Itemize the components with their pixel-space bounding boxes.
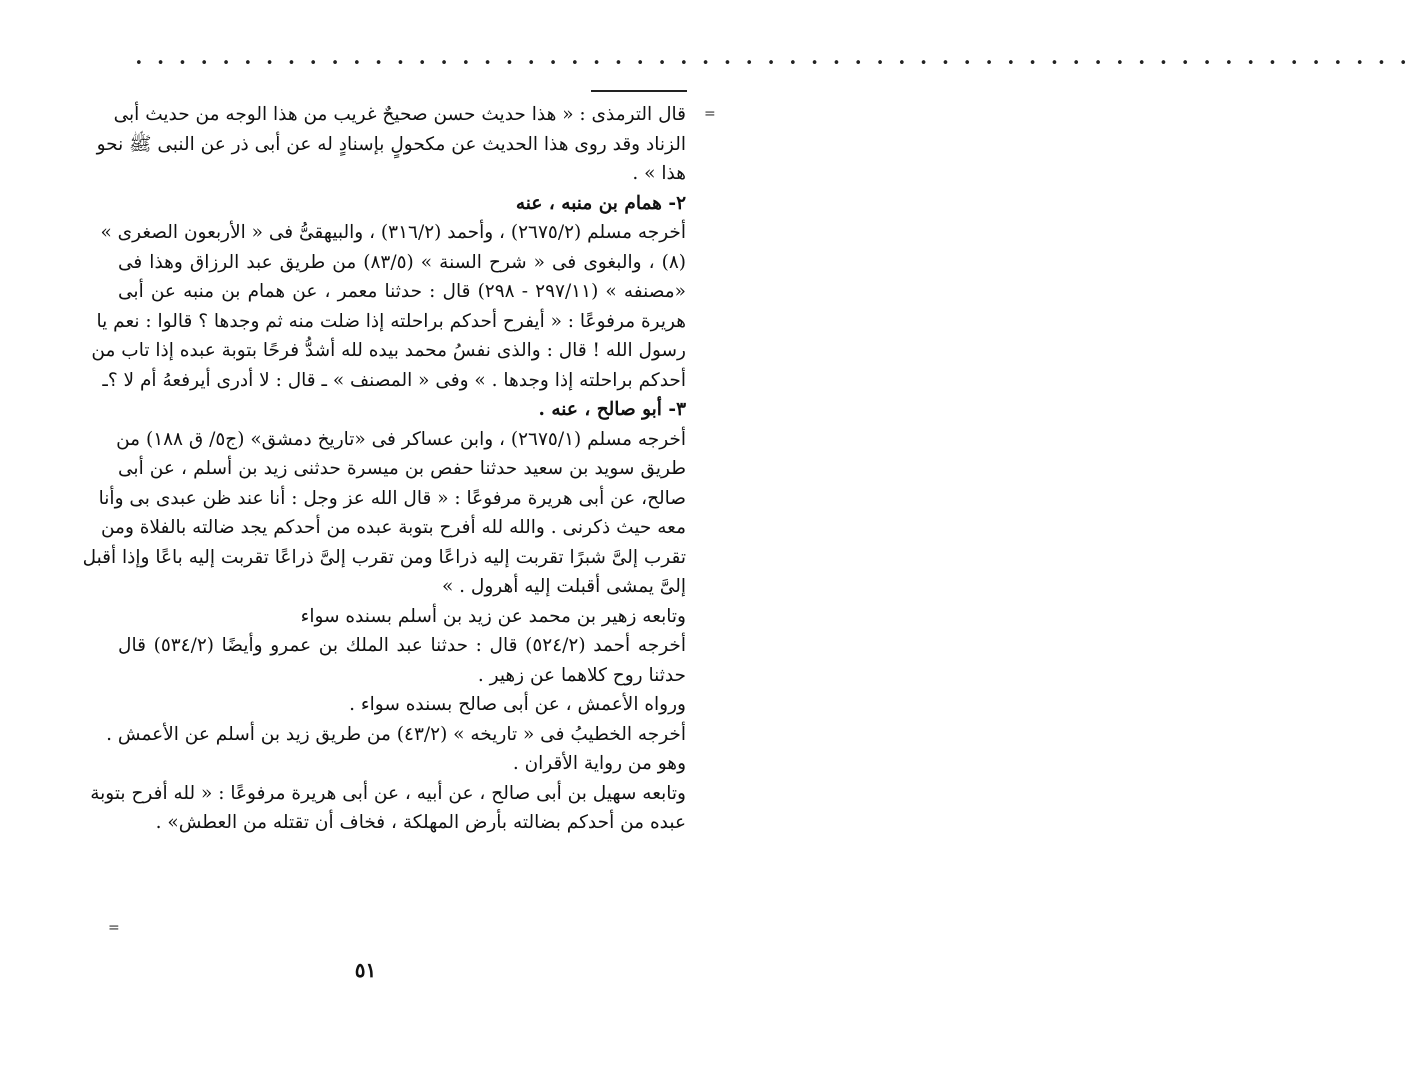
top-rule bbox=[591, 90, 687, 92]
text-line: أخرجه الخطيبُ فى « تاريخه » (٤٣/٢) من طريق زيد بن أسلم عن الأعمش . bbox=[106, 723, 686, 745]
text-line: أحدكم براحلته إذا وجدها . » وفى « المصنف » ـ قال : لا أدرى أيرفعهُ أم لا ؟ـ bbox=[102, 369, 686, 391]
text-line: قال الترمذى : « هذا حديث حسن صحيحٌ غريب من هذا الوجه من حديث أبى bbox=[113, 104, 686, 125]
text-line: «مصنفه » (٢٩٧/١١ - ٢٩٨) قال : حدثنا معمر ، عن همام بن منبه عن أبى bbox=[118, 281, 686, 302]
text-line: هذا » . bbox=[632, 163, 686, 184]
text-line: إلىَّ يمشى أقبلت إليه أهرول . » bbox=[441, 576, 686, 597]
text-line: ٣- أبو صالح ، عنه . bbox=[538, 399, 686, 420]
text-line: ورواه الأعمش ، عن أبى صالح بسنده سواء . bbox=[349, 694, 686, 715]
text-line: الزناد وقد روى هذا الحديث عن مكحولٍ بإسنادٍ له عن أبى ذر عن النبى ﷺ نحو bbox=[96, 133, 686, 155]
text-line: طريق سويد بن سعيد حدثنا حفص بن ميسرة حدثنى زيد بن أسلم ، عن أبى bbox=[118, 458, 686, 479]
margin-mark-bottom: = bbox=[108, 920, 120, 936]
text-line: عبده من أحدكم بضالته بأرض المهلكة ، فخاف أن تقتله من العطش» . bbox=[155, 812, 686, 833]
text-line: وتابعه زهير بن محمد عن زيد بن أسلم بسنده سواء bbox=[300, 605, 686, 627]
margin-mark-top: = bbox=[704, 106, 716, 122]
text-line: معه حيث ذكرنى . والله لله أفرح بتوبة عبده من أحدكم يجد ضالته بالفلاة ومن bbox=[100, 517, 686, 538]
header-dot-rule: • • • • • • • • • • • • • • • • • • • • • • • • • • • • • • • • • • • • • • • • • • • • • • • • • • • • • • • • • • • bbox=[135, 56, 1412, 71]
page-number: ٥١ bbox=[354, 958, 377, 982]
text-line: (٨) ، والبغوى فى « شرح السنة » (٨٣/٥) من طريق عبد الرزاق وهذا فى bbox=[118, 251, 686, 273]
text-line: أخرجه أحمد (٥٢٤/٢) قال : حدثنا عبد الملك بن عمرو وأيضًا (٥٣٤/٢) قال bbox=[118, 635, 686, 656]
text-line: أخرجه مسلم (٢٦٧٥/٢) ، وأحمد (٣١٦/٢) ، والبيهقىُّ فى « الأربعون الصغرى » bbox=[100, 222, 686, 243]
text-line: أخرجه مسلم (٢٦٧٥/١) ، وابن عساكر فى «تاريخ دمشق» (ج٥/ ق ١٨٨) من bbox=[116, 428, 686, 450]
text-line: وهو من رواية الأقران . bbox=[512, 753, 686, 774]
text-line: حدثنا روح كلاهما عن زهير . bbox=[477, 664, 686, 686]
text-line: ٢- همام بن منبه ، عنه bbox=[515, 192, 686, 214]
text-line: رسول الله ! قال : والذى نفسُ محمد بيده لله أشدُّ فرحًا بتوبة عبده إذا تاب من bbox=[91, 340, 686, 361]
text-line: صالح، عن أبى هريرة مرفوعًا : « قال الله عز وجل : أنا عند ظن عبدى بى وأنا bbox=[98, 487, 686, 509]
text-line: هريرة مرفوعًا : « أيفرح أحدكم براحلته إذا ضلت منه ثم وجدها ؟ قالوا : نعم يا bbox=[96, 310, 686, 332]
text-line: تقرب إلىَّ شبرًا تقربت إليه ذراعًا ومن تقرب إلىَّ ذراعًا تقربت إليه باعًا وإذا أقبل bbox=[82, 546, 686, 568]
text-line: وتابعه سهيل بن أبى صالح ، عن أبيه ، عن أبى هريرة مرفوعًا : « لله أفرح بتوبة bbox=[90, 782, 686, 804]
body-text bbox=[82, 100, 686, 838]
